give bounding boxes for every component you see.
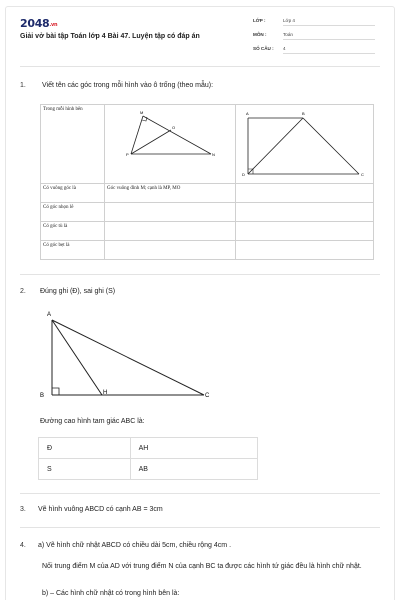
meta-value: Toán (283, 32, 375, 40)
statement-text: Đường cao hình tam giác ABC là: (40, 418, 145, 425)
answer-mark: S (39, 459, 131, 480)
divider (20, 527, 380, 528)
answer-value: AH (130, 438, 257, 459)
site-logo[interactable] (20, 17, 57, 30)
label-c: C (361, 172, 364, 177)
label-o: O (172, 125, 176, 130)
label-c: C (205, 393, 210, 399)
divider (20, 493, 380, 494)
answer-row (39, 438, 258, 459)
question-part-b: b) – Các hình chữ nhật có trong hình bên là: (42, 590, 180, 597)
row-label: Có góc nhọn lê (41, 203, 105, 222)
row-value (105, 222, 236, 241)
question-subtext: Nối trung điểm M của AD với trung điểm N của cạnh BC ta được các hình tứ giác đều là hình chữ nhật. (42, 563, 362, 570)
row-value: Góc vuông đỉnh M; cạnh là MP, MO (105, 184, 236, 203)
label-b: B (40, 393, 45, 399)
label-a: A (246, 111, 249, 116)
triangle-abc-figure (36, 306, 222, 402)
question-text: Đúng ghi (Đ), sai ghi (S) (40, 288, 116, 295)
label-m: M (140, 110, 144, 115)
question-text: Vẽ hình vuông ABCD có cạnh AB = 3cm (38, 506, 163, 513)
answer-mark: Đ (39, 438, 131, 459)
divider (20, 274, 380, 275)
table-row (41, 222, 374, 241)
answer-row (39, 459, 258, 480)
meta-value: Lớp 4 (283, 18, 375, 26)
page-title: Giải vở bài tập Toán lớp 4 Bài 47. Luyện tập có đáp án (20, 33, 200, 40)
label-a: A (47, 312, 52, 318)
row-label: Có vuông góc là (41, 184, 105, 203)
table-header-cell: Trong mỗi hình bên (41, 105, 105, 184)
answer-value: AB (130, 459, 257, 480)
label-n: N (212, 152, 215, 157)
meta-key: LỚP : (253, 18, 266, 23)
label-h: H (103, 390, 108, 396)
angle-table (40, 104, 374, 260)
label-p: P (126, 152, 129, 157)
question-number: 4. (20, 542, 26, 549)
meta-key: MÔN : (253, 32, 267, 37)
quadrilateral-abcd-figure (236, 105, 373, 181)
table-row (41, 184, 374, 203)
row-empty (236, 203, 374, 222)
logo-tld: .vn (49, 22, 58, 28)
figure-cell-2 (236, 105, 374, 184)
row-empty (236, 241, 374, 260)
label-b: B (302, 111, 305, 116)
table-row (41, 241, 374, 260)
meta-value: 4 (283, 46, 375, 54)
row-empty (236, 184, 374, 203)
question-text: Viết tên các góc trong mỗi hình vào ô trống (theo mẫu): (42, 82, 214, 89)
row-empty (236, 222, 374, 241)
question-text: a) Vẽ hình chữ nhật ABCD có chiều dài 5cm, chiều rộng 4cm . (38, 542, 232, 549)
figure-cell-1 (105, 105, 236, 184)
question-number: 1. (20, 82, 26, 89)
row-label: Có góc tù là (41, 222, 105, 241)
triangle-mpn-figure (105, 105, 235, 181)
label-d: D (242, 172, 245, 177)
row-label: Có góc bẹt là (41, 241, 105, 260)
divider (20, 66, 380, 67)
question-number: 3. (20, 506, 26, 513)
row-value (105, 203, 236, 222)
row-value (105, 241, 236, 260)
answer-table (38, 437, 258, 480)
table-row (41, 203, 374, 222)
meta-key: SỐ CÂU : (253, 46, 274, 51)
question-number: 2. (20, 288, 26, 295)
logo-main: 2048 (20, 17, 50, 30)
